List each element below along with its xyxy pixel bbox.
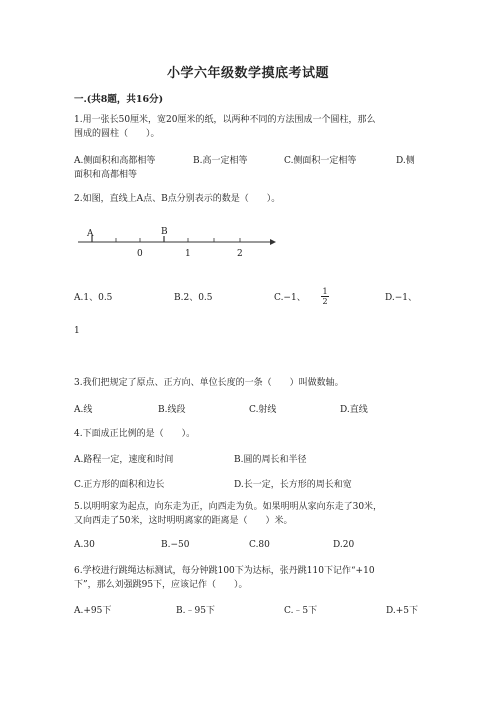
q6-text-line1: 6.学校进行跳绳达标测试，每分钟跳100下为达标，张丹跳110下记作“+10 bbox=[74, 566, 375, 576]
q5-text-line1: 5.以明明家为起点，向东走为正，向西走为负。如果明明从家向东走了30米， bbox=[74, 502, 383, 512]
page-title: 小学六年级数学摸底考试题 bbox=[166, 66, 329, 81]
q4-option-c[interactable]: C.正方形的面积和边长 bbox=[74, 480, 165, 490]
q4-option-b[interactable]: B.圆的周长和半径 bbox=[234, 455, 307, 465]
q5-text-line2: 又向西走了50米，这时明明离家的距离是（ ）米。 bbox=[74, 516, 293, 526]
q6-option-b[interactable]: B.﹣95下 bbox=[176, 606, 215, 616]
q1-text-line1: 1.用一张长50厘米，宽20厘米的纸，以两种不同的方法围成一个圆柱，那么 bbox=[74, 115, 376, 125]
section-header: 一.(共8题，共16分) bbox=[74, 94, 164, 105]
tick-label-1: 1 bbox=[185, 249, 191, 259]
fraction-numerator: 1 bbox=[322, 287, 328, 296]
q1-option-b[interactable]: B.高一定相等 bbox=[193, 156, 248, 166]
q1-option-d-wrap: 面积和高都相等 bbox=[74, 170, 138, 180]
q5-option-c[interactable]: C.80 bbox=[249, 540, 270, 550]
number-line-arrow bbox=[270, 239, 276, 245]
q2-option-d-wrap: 1 bbox=[74, 326, 80, 336]
q1-option-a[interactable]: A.侧面积和高都相等 bbox=[74, 156, 156, 166]
q3-option-d[interactable]: D.直线 bbox=[340, 405, 368, 415]
q2-text: 2.如图，直线上A点、B点分别表示的数是（ ）。 bbox=[74, 194, 281, 204]
q6-option-d[interactable]: D.+5下 bbox=[386, 606, 419, 616]
fraction-denominator: 2 bbox=[322, 297, 328, 306]
q3-option-a[interactable]: A.线 bbox=[74, 405, 93, 415]
point-a-label: A bbox=[87, 229, 94, 239]
q1-option-c[interactable]: C.侧面积一定相等 bbox=[284, 156, 357, 166]
tick-label-2: 2 bbox=[237, 249, 243, 259]
q4-text: 4.下面成正比例的是（ ）。 bbox=[74, 429, 196, 439]
point-b-label: B bbox=[161, 227, 168, 237]
q3-option-b[interactable]: B.线段 bbox=[158, 405, 186, 415]
q1-text-line2: 围成的圆柱（ ）。 bbox=[74, 129, 160, 139]
q2-option-b[interactable]: B.2、0.5 bbox=[174, 293, 213, 303]
q4-option-a[interactable]: A.路程一定，速度和时间 bbox=[74, 455, 174, 465]
tick-label-0: 0 bbox=[137, 249, 143, 259]
q6-option-a[interactable]: A.+95下 bbox=[74, 606, 112, 616]
number-line-figure bbox=[74, 222, 284, 262]
q1-option-d[interactable]: D.侧 bbox=[396, 156, 415, 166]
q3-option-c[interactable]: C.射线 bbox=[249, 405, 277, 415]
q2-option-a[interactable]: A.1、0.5 bbox=[74, 293, 113, 303]
q2-option-d[interactable]: D.−1、 bbox=[385, 293, 418, 303]
q5-option-a[interactable]: A.30 bbox=[74, 540, 95, 550]
q6-option-c[interactable]: C.﹣5下 bbox=[284, 606, 318, 616]
q5-option-b[interactable]: B.−50 bbox=[161, 540, 190, 550]
q3-text: 3.我们把规定了原点、正方向、单位长度的一条（ ）叫做数轴。 bbox=[74, 378, 344, 388]
q5-option-d[interactable]: D.20 bbox=[333, 540, 355, 550]
q4-option-d[interactable]: D.长一定，长方形的周长和宽 bbox=[234, 480, 352, 490]
q6-text-line2: 下”，那么刘强跳95下，应该记作（ ）。 bbox=[74, 580, 248, 590]
q2-option-c-fraction bbox=[320, 287, 330, 306]
q2-option-c[interactable]: C.−1、 bbox=[274, 293, 306, 303]
